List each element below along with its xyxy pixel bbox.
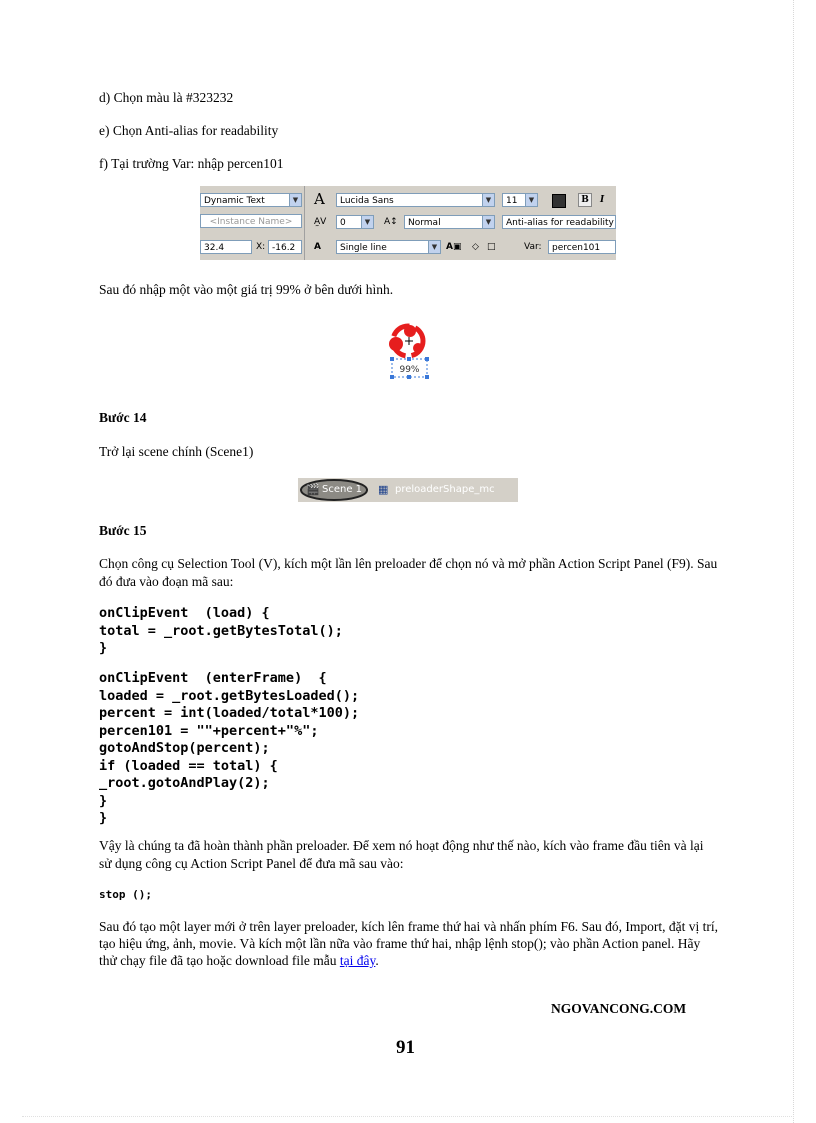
code-block-enterframe: onClipEvent (enterFrame) { loaded = _root.getBytesLoaded(); percent = int(loaded/total*100); percen101 = ""+percent+"%"; gotoAndStop(percent); if (loaded == total) { _root.gotoAndPlay(2); } } (99, 670, 360, 826)
font-size-field[interactable]: 11 (502, 193, 526, 207)
scene-1-breadcrumb[interactable]: Scene 1 (322, 484, 363, 495)
italic-button[interactable]: I (600, 195, 605, 205)
preloader-percent-label: 99% (399, 365, 420, 375)
code-block-load: onClipEvent (load) { total = _root.getBytesTotal(); } (99, 605, 343, 656)
var-label: Var: (524, 242, 542, 252)
final-paragraph-text: Sau đó tạo một layer mới ở trên layer preloader, kích lên frame thứ hai và nhấn phím F6. Sau đó, Import, đặt vị trí, tạo hiệu ứng, ảnh, movie. Và kích một lần nữa vào frame thứ hai, nhập lệnh stop(); vào phần Action panel. Hãy thử chạy file đã tạo hoặc download file mẫu (99, 919, 719, 968)
chevron-down-icon[interactable]: ▼ (525, 193, 538, 207)
footer-site-name: NGOVANCONG.COM (551, 1001, 687, 1016)
char-position-icon: A↕ (384, 217, 398, 227)
symbol-icon: ▦ (378, 483, 389, 496)
font-select[interactable]: Lucida Sans (336, 193, 488, 207)
conclusion-text: Vậy là chúng ta đã hoàn thành phần preloader. Để xem nó hoạt động như thế nào, kích vào frame đầu tiên và lại sử dụng công cụ Action Script Panel để đưa mã sau vào: (99, 838, 704, 871)
chevron-down-icon[interactable]: ▼ (482, 193, 495, 207)
bold-button[interactable]: B (578, 193, 592, 207)
properties-panel-image (200, 186, 616, 260)
stop-code: stop (); (99, 888, 152, 901)
var-field[interactable]: percen101 (548, 240, 616, 254)
chevron-down-icon[interactable]: ▼ (482, 215, 495, 229)
y-label: X: (256, 242, 266, 252)
panel-divider (304, 186, 305, 260)
chevron-down-icon[interactable]: ▼ (289, 193, 302, 207)
step-e-text: e) Chọn Anti-alias for readability (99, 123, 279, 138)
instance-name-input[interactable]: <Instance Name> (200, 214, 302, 228)
scene-icon: 🎬 (306, 483, 320, 496)
chevron-down-icon[interactable]: ▼ (428, 240, 441, 254)
step15-heading: Bước 15 (99, 523, 147, 538)
char-spacing-icon: A̰V (314, 217, 327, 227)
line-type-select[interactable]: Single line (336, 240, 432, 254)
font-icon: A (314, 190, 325, 208)
char-spacing-field[interactable]: 0 (336, 215, 362, 229)
preloader-graphic (388, 322, 434, 384)
page-margin-guide (793, 0, 794, 1123)
download-link[interactable]: tại đây (339, 953, 376, 968)
render-html-icon[interactable]: A▣ (446, 242, 462, 252)
final-paragraph (99, 918, 719, 969)
step-d-text: d) Chọn màu là #323232 (99, 90, 234, 105)
preloader-figure (388, 322, 434, 384)
color-swatch[interactable] (552, 194, 566, 208)
line-type-icon: A (314, 242, 321, 252)
scene-breadcrumb-image (298, 478, 518, 502)
page-bottom-guide (22, 1116, 794, 1117)
border-icon[interactable]: □ (487, 242, 496, 252)
step14-text: Trở lại scene chính (Scene1) (99, 444, 254, 459)
text-type-select[interactable]: Dynamic Text (200, 193, 290, 207)
step15-text: Chọn công cụ Selection Tool (V), kích một lần lên preloader để chọn nó và mở phần Action Script Panel (F9). Sau đó đưa vào đoạn mã sau: (99, 556, 718, 589)
symbol-breadcrumb[interactable]: preloaderShape_mc (395, 484, 495, 495)
chevron-down-icon[interactable]: ▼ (361, 215, 374, 229)
after-panel-text: Sau đó nhập một vào một giá trị 99% ở bên dưới hình. (99, 282, 394, 297)
page-number: 91 (396, 1037, 415, 1058)
antialias-select[interactable]: Anti-alias for readability (502, 215, 616, 229)
selectable-icon[interactable]: ◇ (472, 242, 479, 252)
y-field[interactable]: -16.2 (268, 240, 302, 254)
final-paragraph-end: . (375, 953, 379, 968)
x-field[interactable]: 32.4 (200, 240, 252, 254)
step14-heading: Bước 14 (99, 410, 147, 425)
step-f-text: f) Tại trường Var: nhập percen101 (99, 156, 284, 171)
char-position-select[interactable]: Normal (404, 215, 484, 229)
